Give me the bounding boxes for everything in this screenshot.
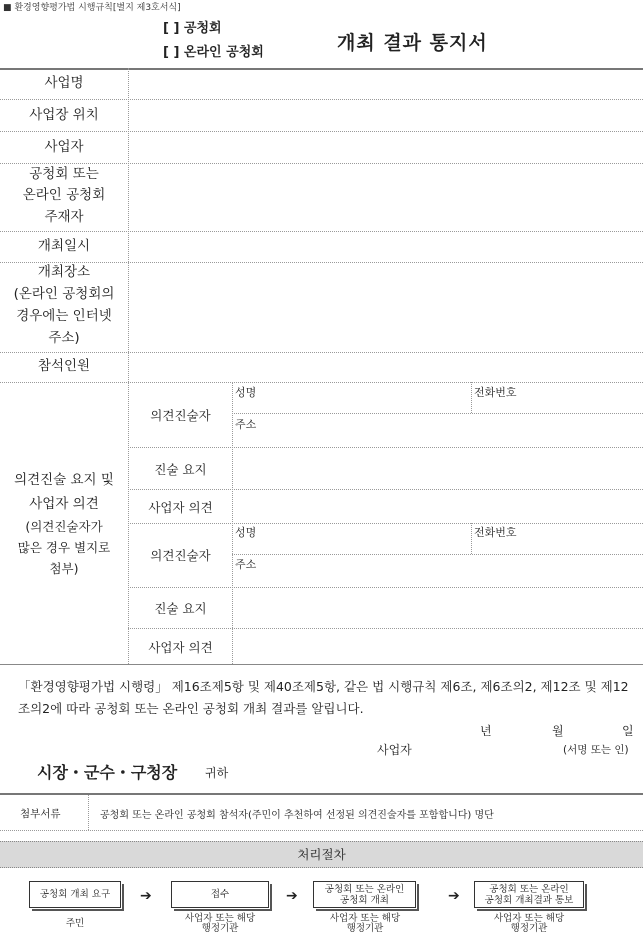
business-name-label: 사업명 bbox=[44, 75, 84, 91]
step-box-hold: 공청회 또는 온라인 공청회 개최 bbox=[313, 881, 416, 908]
step-box-notify: 공청회 또는 온라인 공청회 개최결과 통보 bbox=[474, 881, 584, 908]
online-hearing-checkbox[interactable]: [ ] 온라인 공청회 bbox=[163, 45, 264, 60]
arrow-icon: ➔ bbox=[448, 888, 460, 904]
venue-label-2: (온라인 공청회의 bbox=[13, 286, 115, 302]
host-label-1: 공청회 또는 bbox=[29, 166, 99, 182]
operator-opinion-label: 사업자 의견 bbox=[148, 500, 213, 515]
operator-label: 사업자 bbox=[44, 139, 84, 155]
site-location-label: 사업장 위치 bbox=[29, 107, 99, 123]
venue-label-4: 주소) bbox=[48, 330, 80, 346]
host-label-2: 온라인 공청회 bbox=[22, 187, 106, 203]
divider bbox=[128, 523, 643, 524]
step-box-request: 공청회 개최 요구 bbox=[29, 881, 121, 908]
step-box-receive: 접수 bbox=[171, 881, 269, 908]
address-field-label: 주소 bbox=[235, 558, 257, 571]
divider bbox=[128, 489, 643, 490]
divider bbox=[232, 413, 643, 414]
table-bottom-border bbox=[0, 664, 643, 665]
phone-divider bbox=[471, 382, 472, 413]
table-top-border bbox=[0, 68, 643, 70]
step-caption: 사업자 또는 해당 행정기관 bbox=[329, 913, 401, 934]
sender-label: 사업자 bbox=[377, 743, 412, 757]
divider bbox=[0, 352, 643, 353]
venue-label-3: 경우에는 인터넷 bbox=[16, 308, 112, 324]
month-label: 월 bbox=[552, 724, 564, 738]
label-column-divider bbox=[128, 68, 129, 664]
opinion-label-5: 첨부) bbox=[49, 561, 79, 576]
divider bbox=[0, 131, 643, 132]
public-hearing-checkbox[interactable]: [ ] 공청회 bbox=[163, 21, 222, 36]
summary-label: 진술 요지 bbox=[154, 462, 207, 477]
opinion-label-2: 사업자 의견 bbox=[29, 496, 99, 512]
arrow-icon: ➔ bbox=[140, 888, 152, 904]
datetime-label: 개최일시 bbox=[37, 238, 91, 254]
name-field-label: 성명 bbox=[235, 386, 257, 399]
procedure-title: 처리절차 bbox=[0, 841, 643, 868]
attachment-text: 공청회 또는 온라인 공청회 참석자(주민이 추천하여 선정된 의견진술자를 포함합니다) 명단 bbox=[100, 810, 494, 821]
day-label: 일 bbox=[622, 724, 634, 738]
attachment-divider bbox=[88, 795, 89, 830]
divider bbox=[128, 628, 643, 629]
attachment-label: 첨부서류 bbox=[20, 808, 61, 820]
summary-label: 진술 요지 bbox=[154, 601, 207, 616]
honorific: 귀하 bbox=[205, 766, 229, 780]
attendees-label: 참석인원 bbox=[37, 358, 91, 374]
form-reference: ■ 환경영향평가법 시행규칙[별지 제3호서식] bbox=[3, 3, 181, 13]
divider bbox=[128, 587, 643, 588]
speaker-label: 의견진술자 bbox=[150, 408, 211, 423]
divider bbox=[0, 382, 643, 383]
phone-field-label: 전화번호 bbox=[474, 386, 517, 399]
recipient: 시장・군수・구청장 bbox=[37, 763, 178, 782]
arrow-icon: ➔ bbox=[286, 888, 298, 904]
attachment-top-border bbox=[0, 793, 643, 795]
notice-paragraph: 「환경영향평가법 시행령」 제16조제5항 및 제40조제5항, 같은 법 시행규칙 제6조, 제6조의2, 제12조 및 제12조의2에 따라 공청회 또는 온라인 공청회 개최 결과를 알립니다. bbox=[18, 679, 629, 716]
phone-divider bbox=[471, 523, 472, 554]
signature-label: (서명 또는 인) bbox=[563, 744, 629, 756]
divider bbox=[0, 231, 643, 232]
opinion-label-1: 의견진술 요지 및 bbox=[14, 472, 114, 488]
attachment-bottom-border bbox=[0, 830, 643, 831]
divider bbox=[128, 447, 643, 448]
step-caption: 사업자 또는 해당 행정기관 bbox=[184, 913, 256, 934]
address-field-label: 주소 bbox=[235, 418, 257, 431]
step-caption: 사업자 또는 해당 행정기관 bbox=[493, 913, 565, 934]
phone-field-label: 전화번호 bbox=[474, 526, 517, 539]
step-caption-resident: 주민 bbox=[65, 918, 85, 929]
venue-label-1: 개최장소 bbox=[37, 264, 91, 280]
speaker-label: 의견진술자 bbox=[150, 548, 211, 563]
divider bbox=[0, 99, 643, 100]
divider bbox=[232, 554, 643, 555]
operator-opinion-label: 사업자 의견 bbox=[148, 640, 213, 655]
opinion-label-4: 많은 경우 별지로 bbox=[17, 540, 111, 555]
opinion-label-3: (의견진술자가 bbox=[25, 519, 103, 534]
document-title: 개최 결과 통지서 bbox=[337, 32, 488, 54]
year-label: 년 bbox=[480, 724, 492, 738]
host-label-3: 주재자 bbox=[44, 209, 84, 225]
name-field-label: 성명 bbox=[235, 526, 257, 539]
